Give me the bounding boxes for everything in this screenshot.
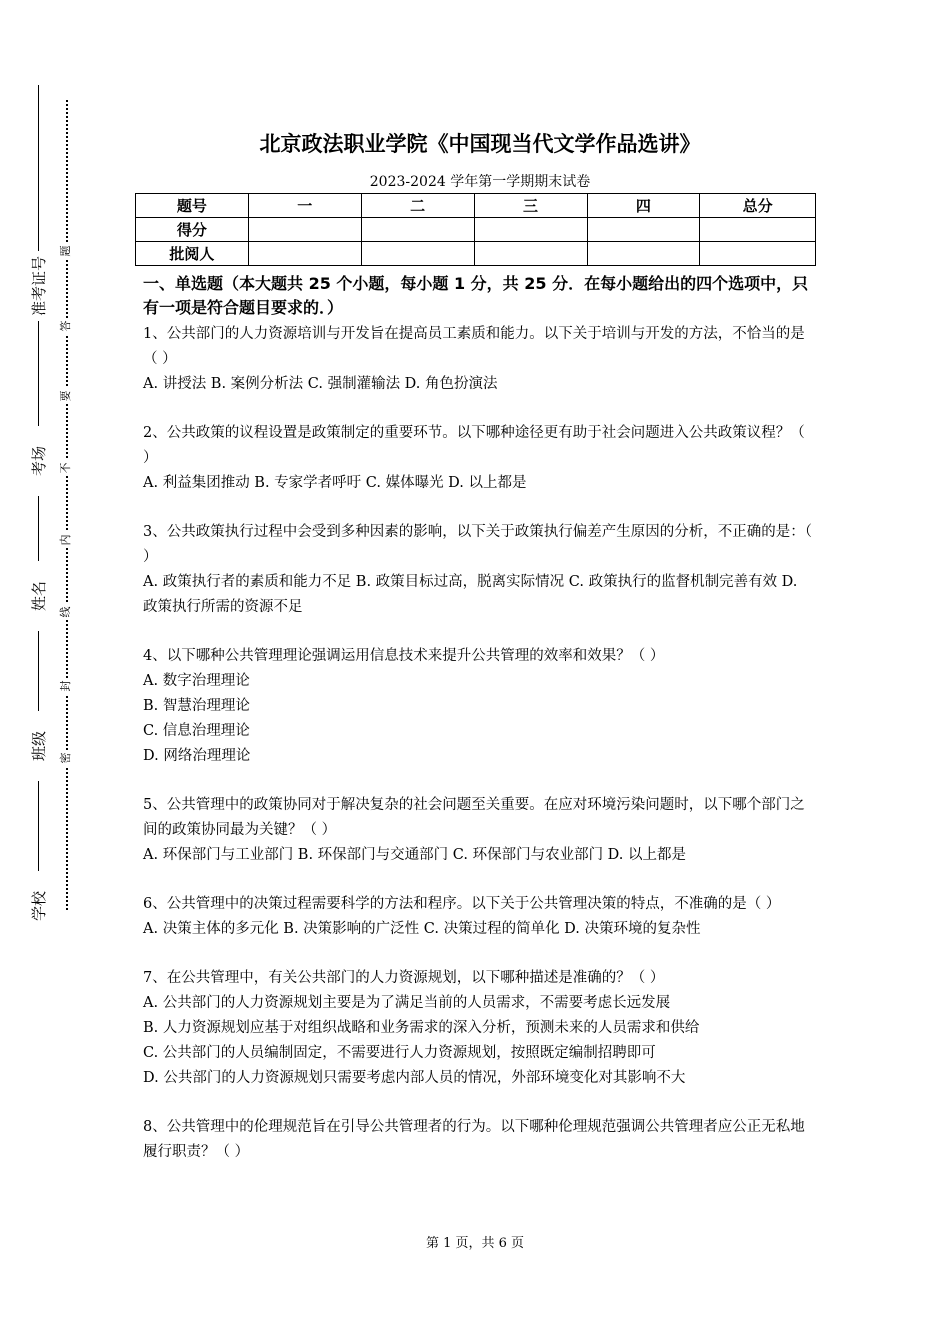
score-cell[interactable] (700, 218, 816, 242)
seal-char: 答 (58, 318, 74, 334)
question-option: C. 信息治理理论 (143, 723, 250, 739)
score-table-row (136, 218, 816, 242)
score-header-cell: 总分 (700, 194, 816, 218)
question-stem: 3、公共政策执行过程中会受到多种因素的影响，以下关于政策执行偏差产生原因的分析，不正确的是：（ ） (143, 524, 812, 565)
question-item (143, 421, 813, 496)
question-option: C. 公共部门的人员编制固定，不需要进行人力资源规划，按照既定编制招聘即可 (143, 1045, 656, 1061)
question-option: D. 网络治理理论 (143, 748, 251, 764)
seal-char: 封 (58, 678, 74, 694)
question-stem: 1、公共部门的人力资源培训与开发旨在提高员工素质和能力。以下关于培训与开发的方法，不恰当的是（ ） (143, 326, 805, 367)
score-cell[interactable] (248, 218, 361, 242)
score-row-label: 批阅人 (136, 242, 249, 266)
question-item (143, 1115, 813, 1165)
question-stem: 2、公共政策的议程设置是政策制定的重要环节。以下哪种途径更有助于社会问题进入公共政策议程？（ ） (143, 425, 805, 466)
score-header-cell: 三 (474, 194, 587, 218)
score-table (135, 193, 816, 266)
section-heading: 一、单选题（本大题共 25 个小题，每小题 1 分，共 25 分．在每小题给出的四个选项中，只有一项是符合题目要求的．） (143, 274, 809, 317)
margin-label-class: 班级 (28, 711, 50, 781)
question-item (143, 520, 813, 620)
question-stem: 8、公共管理中的伦理规范旨在引导公共管理者的行为。以下哪种伦理规范强调公共管理者应公正无私地履行职责？（ ） (143, 1119, 805, 1160)
question-option: B. 智慧治理理论 (143, 698, 250, 714)
question-stem: 7、在公共管理中，有关公共部门的人力资源规划，以下哪种描述是准确的？（ ） (143, 970, 665, 986)
question-stem: 5、公共管理中的政策协同对于解决复杂的社会问题至关重要。在应对环境污染问题时，以下哪个部门之间的政策协同最为关键？（ ） (143, 797, 805, 838)
score-table-header-row (136, 194, 816, 218)
page-number: 第 1 页，共 6 页 (425, 1236, 525, 1251)
score-cell[interactable] (248, 242, 361, 266)
question-option: B. 人力资源规划应基于对组织战略和业务需求的深入分析，预测未来的人员需求和供给 (143, 1020, 700, 1036)
question-item (143, 644, 813, 769)
score-header-cell: 题号 (136, 194, 249, 218)
question-options: A. 讲授法 B. 案例分析法 C. 强制灌输法 D. 角色扮演法 (143, 376, 498, 392)
question-options: A. 环保部门与工业部门 B. 环保部门与交通部门 C. 环保部门与农业部门 D. 以上都是 (143, 847, 687, 863)
exam-title: 北京政法职业学院《中国现当代文学作品选讲》 (259, 132, 701, 156)
score-cell[interactable] (361, 242, 474, 266)
question-options: A. 政策执行者的素质和能力不足 B. 政策目标过高，脱离实际情况 C. 政策执行的监督机制完善有效 D. 政策执行所需的资源不足 (143, 574, 798, 615)
question-stem: 6、公共管理中的决策过程需要科学的方法和程序。以下关于公共管理决策的特点，不准确的是（ ） (143, 896, 781, 912)
score-cell[interactable] (587, 242, 700, 266)
margin-label-exam-number: 准考证号 (28, 251, 50, 321)
seal-char: 密 (58, 750, 74, 766)
question-section (143, 272, 813, 1189)
binding-margin (0, 0, 110, 1344)
exam-subtitle: 2023-2024 学年第一学期期末试卷 (369, 174, 591, 190)
margin-dotted-line (66, 100, 68, 910)
seal-char: 线 (58, 604, 74, 620)
score-header-cell: 四 (587, 194, 700, 218)
score-table-row (136, 242, 816, 266)
seal-char: 要 (58, 388, 74, 404)
score-row-label: 得分 (136, 218, 249, 242)
seal-char: 不 (58, 460, 74, 476)
seal-char: 内 (58, 532, 74, 548)
question-option: A. 公共部门的人力资源规划主要是为了满足当前的人员需求，不需要考虑长远发展 (143, 995, 671, 1011)
question-options: A. 利益集团推动 B. 专家学者呼吁 C. 媒体曝光 D. 以上都是 (143, 475, 527, 491)
seal-char: 题 (58, 243, 74, 259)
question-item (143, 322, 813, 397)
question-option: D. 公共部门的人力资源规划只需要考虑内部人员的情况，外部环境变化对其影响不大 (143, 1070, 686, 1086)
question-item (143, 966, 813, 1091)
score-header-cell: 一 (248, 194, 361, 218)
score-cell[interactable] (361, 218, 474, 242)
question-item (143, 892, 813, 942)
score-cell[interactable] (474, 218, 587, 242)
margin-label-exam-room: 考场 (28, 426, 50, 496)
margin-label-school: 学校 (28, 871, 50, 941)
question-item (143, 793, 813, 868)
score-cell[interactable] (587, 218, 700, 242)
question-option: A. 数字治理理论 (143, 673, 250, 689)
score-cell[interactable] (700, 242, 816, 266)
score-cell[interactable] (474, 242, 587, 266)
margin-label-name: 姓名 (28, 561, 50, 631)
score-header-cell: 二 (361, 194, 474, 218)
question-options: A. 决策主体的多元化 B. 决策影响的广泛性 C. 决策过程的简单化 D. 决策环境的复杂性 (143, 921, 701, 937)
question-stem: 4、以下哪种公共管理理论强调运用信息技术来提升公共管理的效率和效果？（ ） (143, 648, 665, 664)
